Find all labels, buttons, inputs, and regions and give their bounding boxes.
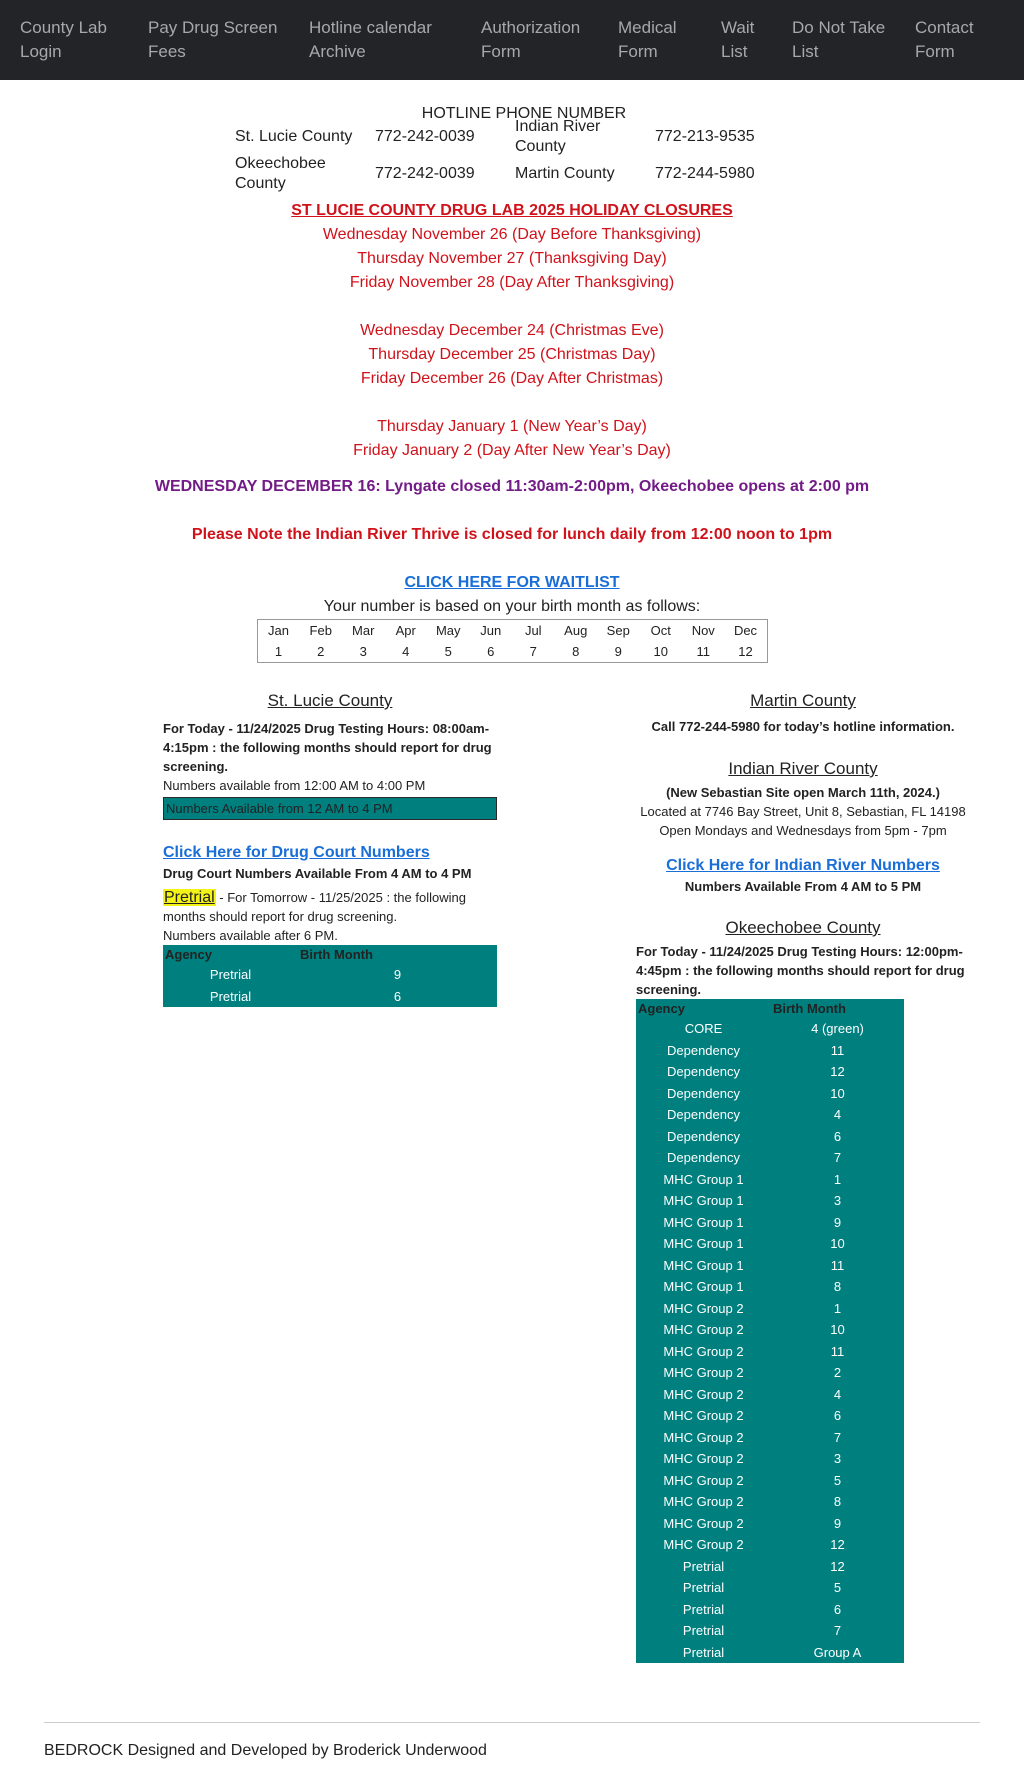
agency-cell: MHC Group 2: [663, 1451, 744, 1466]
birth-month-cell: 3: [833, 1193, 842, 1208]
closures-group: [0, 319, 1024, 391]
agency-cell: MHC Group 1: [663, 1257, 744, 1273]
st-lucie-after: Numbers available after 6 PM.: [163, 928, 338, 943]
month-number-cell: 8: [572, 644, 580, 659]
birth-month-cell: 1: [833, 1300, 842, 1316]
table-row: [636, 1147, 904, 1169]
table-row: [636, 1448, 904, 1470]
month-cell: Jun: [480, 623, 502, 638]
birth-month-cell: 10: [830, 1085, 845, 1101]
indian-river-lunch-notice: Please Note the Indian River Thrive is closed for lunch daily from 12:00 noon to 1pm: [191, 526, 833, 543]
closure-date: Wednesday November 26 (Day Before Thanksgiving): [322, 226, 702, 243]
month-cell: Mar: [352, 623, 375, 638]
birth-month-cell: 6: [833, 1128, 842, 1144]
pretrial-label: Pretrial: [164, 889, 215, 906]
table-header: Agency: [638, 1001, 685, 1016]
county-columns: [163, 689, 1023, 1663]
agency-cell: Dependency: [667, 1085, 740, 1101]
table-row: [636, 1384, 904, 1406]
table-row: [636, 1470, 904, 1492]
agency-cell: Pretrial: [209, 967, 252, 982]
drug-court-link[interactable]: Click Here for Drug Court Numbers: [163, 844, 430, 861]
indian-river-available: Numbers Available From 4 AM to 5 PM: [684, 879, 922, 894]
month-number-cell: 4: [402, 644, 410, 659]
table-row: [636, 1255, 904, 1277]
table-row: [636, 1212, 904, 1234]
birth-month-cell: 4: [833, 1386, 842, 1402]
agency-cell: MHC Group 1: [663, 1236, 744, 1251]
drug-court-note: Drug Court Numbers Available From 4 AM to 4 PM: [163, 866, 472, 881]
indian-river-link[interactable]: Click Here for Indian River Numbers: [666, 857, 940, 874]
nav-link-label: Form: [618, 42, 658, 61]
closure-date: Friday November 28 (Day After Thanksgiving): [349, 274, 675, 291]
agency-cell: MHC Group 2: [663, 1386, 744, 1402]
table-header-row: [163, 945, 497, 964]
table-row: [636, 1276, 904, 1298]
nav-link-label: Pay Drug Screen: [148, 18, 278, 37]
closures-title: ST LUCIE COUNTY DRUG LAB 2025 HOLIDAY CLOSURES: [291, 202, 733, 219]
numbers-row: [257, 641, 767, 663]
month-number-cell: 10: [653, 644, 668, 659]
agency-cell: Pretrial: [682, 1623, 725, 1638]
top-navbar: [0, 0, 1024, 80]
agency-cell: MHC Group 1: [663, 1279, 744, 1294]
agency-cell: MHC Group 2: [663, 1429, 744, 1445]
martin-note: Call 772-244-5980 for today’s hotline information.: [651, 719, 955, 734]
birth-month-cell: 6: [833, 1601, 842, 1617]
month-cell: Jan: [268, 623, 289, 638]
agency-cell: Pretrial: [682, 1558, 725, 1574]
table-row: [636, 1620, 904, 1642]
birth-month-cell: 4 (green): [811, 1021, 864, 1036]
hotline-county-line: Okeechobee: [235, 155, 326, 172]
agency-cell: Dependency: [667, 1128, 740, 1144]
birth-month-cell: 7: [833, 1429, 842, 1445]
closure-date: Friday December 26 (Day After Christmas): [360, 370, 664, 387]
month-cell: Nov: [691, 623, 715, 638]
agency-cell: Pretrial: [682, 1580, 725, 1595]
birth-month-cell: 10: [830, 1322, 845, 1337]
nav-link-label: Archive: [309, 42, 366, 61]
closure-date: Friday January 2 (Day After New Year’s Day): [353, 442, 671, 459]
hotline-row: [235, 118, 787, 155]
month-number-cell: 3: [359, 644, 367, 659]
nav-link-label: List: [792, 42, 819, 61]
month-number-cell: 2: [317, 644, 325, 659]
agency-cell: CORE: [684, 1021, 723, 1036]
table-row: [636, 1190, 904, 1212]
table-row: [636, 1169, 904, 1191]
birth-month-cell: 11: [830, 1042, 845, 1058]
month-number-cell: 7: [529, 644, 537, 659]
holiday-closures: [0, 199, 1024, 663]
table-row: [636, 1642, 904, 1664]
month-cell: Dec: [733, 623, 758, 638]
month-cell: Aug: [564, 623, 588, 638]
st-lucie-tomorrow: [163, 888, 497, 926]
agency-cell: MHC Group 1: [663, 1193, 744, 1208]
hotline-row: [235, 150, 787, 198]
birth-month-cell: 9: [833, 1515, 842, 1531]
hotline-section: [235, 104, 787, 198]
agency-cell: MHC Group 2: [663, 1408, 744, 1423]
nav-link-label: Hotline calendar: [309, 18, 432, 37]
nav-link-label: Fees: [148, 42, 186, 61]
indian-river-hours: Open Mondays and Wednesdays from 5pm - 7pm: [659, 823, 947, 838]
nav-link-1[interactable]: [20, 16, 148, 64]
month-cell: Feb: [309, 623, 332, 638]
birth-month-cell: 6: [393, 988, 402, 1004]
agency-cell: MHC Group 2: [663, 1494, 744, 1509]
nav-link-label: Form: [915, 42, 955, 61]
nav-link-label: Form: [481, 42, 521, 61]
agency-cell: Dependency: [667, 1107, 740, 1122]
hotline-phone: 772-242-0039: [375, 165, 475, 182]
agency-cell: Dependency: [667, 1042, 740, 1058]
table-header: Birth Month: [773, 1001, 846, 1016]
okeechobee-title: Okeechobee County: [725, 918, 881, 937]
birth-month-cell: 8: [833, 1494, 842, 1509]
birth-month-cell: 12: [830, 1064, 845, 1079]
month-number-cell: 11: [696, 644, 710, 659]
tomorrow-text: - For Tomorrow - 11/25/2025 : the following months should report for drug screening.: [163, 890, 466, 924]
birth-month-cell: 3: [833, 1451, 842, 1466]
agency-cell: MHC Group 2: [663, 1365, 744, 1380]
footer: BEDROCK Designed and Developed by Broderick Underwood: [44, 1722, 980, 1761]
closure-date: Thursday November 27 (Thanksgiving Day): [357, 250, 667, 267]
closure-date: Wednesday December 24 (Christmas Eve): [360, 322, 664, 339]
st-lucie-table: [163, 945, 497, 1007]
agency-cell: MHC Group 2: [663, 1343, 744, 1359]
birth-month-table: [257, 619, 768, 663]
hotline-county: Indian River County: [515, 118, 601, 155]
st-lucie-numbers-bar: Numbers Available from 12 AM to 4 PM: [163, 797, 497, 820]
hotline-county: [235, 154, 375, 194]
birth-month-cell: Group A: [813, 1644, 862, 1660]
birth-month-cell: 7: [833, 1150, 842, 1165]
nav-link-label: Login: [20, 42, 62, 61]
nav-link-label: Medical: [618, 18, 677, 37]
agency-cell: MHC Group 1: [663, 1171, 744, 1187]
table-row: [636, 1577, 904, 1599]
table-row: [636, 1319, 904, 1341]
table-row: [636, 1298, 904, 1320]
table-header: Agency: [165, 947, 212, 962]
hotline-phone: 772-213-9535: [655, 128, 755, 145]
table-row: [636, 1362, 904, 1384]
waitlist-link[interactable]: CLICK HERE FOR WAITLIST: [404, 574, 620, 591]
month-cell: Jul: [524, 623, 542, 638]
agency-cell: Dependency: [667, 1150, 740, 1165]
agency-cell: MHC Group 2: [663, 1472, 744, 1488]
nav-link-2[interactable]: [148, 16, 309, 64]
table-row: [163, 964, 497, 986]
nav-link-label: List: [721, 42, 748, 61]
birth-month-cell: 5: [833, 1580, 842, 1595]
nav-link-label: Do Not Take: [792, 18, 886, 37]
birth-month-cell: 8: [833, 1279, 842, 1294]
birth-month-cell: 12: [830, 1537, 845, 1552]
month-number-cell: 1: [274, 644, 283, 659]
table-row: [636, 1018, 904, 1040]
agency-cell: MHC Group 2: [663, 1537, 744, 1552]
agency-cell: Pretrial: [682, 1644, 725, 1660]
okeechobee-today: For Today - 11/24/2025 Drug Testing Hours: 12:00pm-4:45pm : the following months should report for drug screening.: [636, 944, 965, 997]
month-number-cell: 5: [444, 644, 452, 659]
birth-month-cell: 11: [830, 1257, 845, 1273]
nav-link-7[interactable]: [792, 16, 915, 64]
month-cell: May: [435, 623, 461, 638]
nav-link-6[interactable]: [721, 16, 792, 64]
nav-link-label: Authorization: [481, 18, 581, 37]
nav-link-label: Contact: [915, 18, 974, 37]
hotline-title: HOTLINE PHONE NUMBER: [421, 105, 627, 122]
table-header-row: [636, 999, 904, 1018]
right-column: [636, 689, 970, 1663]
table-row: [636, 1599, 904, 1621]
table-row: [636, 1534, 904, 1556]
nav-link-8[interactable]: [915, 16, 995, 64]
st-lucie-available: Numbers available from 12:00 AM to 4:00 PM: [163, 778, 426, 793]
nav-link-label: Wait: [721, 18, 755, 37]
table-row: [636, 1556, 904, 1578]
table-row: [636, 1233, 904, 1255]
birth-month-cell: 10: [830, 1236, 845, 1251]
table-row: [163, 986, 497, 1008]
birth-month-cell: 7: [833, 1623, 842, 1638]
lyngate-notice: WEDNESDAY DECEMBER 16: Lyngate closed 11:30am-2:00pm, Okeechobee opens at 2:00 pm: [154, 478, 870, 495]
okeechobee-table: [636, 999, 904, 1663]
month-number-cell: 12: [738, 644, 753, 659]
month-number-cell: 9: [614, 644, 622, 659]
birth-month-cell: 1: [833, 1171, 842, 1187]
months-row: [257, 620, 767, 642]
table-row: [636, 1083, 904, 1105]
nav-link-label: County Lab: [20, 18, 107, 37]
indian-river-note: (New Sebastian Site open March 11th, 2024.): [666, 785, 940, 800]
nav-link-4[interactable]: [481, 16, 618, 64]
table-row: [636, 1405, 904, 1427]
hotline-county-line: County: [235, 175, 286, 192]
table-header: Birth Month: [300, 947, 373, 962]
closure-date: Thursday January 1 (New Year’s Day): [377, 418, 647, 435]
birth-month-cell: 6: [833, 1408, 842, 1423]
month-number-cell: 6: [487, 644, 495, 659]
agency-cell: MHC Group 2: [663, 1515, 744, 1531]
agency-cell: Dependency: [667, 1064, 740, 1079]
hotline-phone: 772-244-5980: [655, 165, 755, 182]
agency-cell: MHC Group 1: [663, 1214, 744, 1230]
st-lucie-title: St. Lucie County: [267, 691, 393, 710]
nav-link-3[interactable]: [309, 16, 481, 64]
agency-cell: Pretrial: [682, 1601, 725, 1617]
birth-month-cell: 4: [833, 1107, 842, 1122]
st-lucie-today: For Today - 11/24/2025 Drug Testing Hours: 08:00am-4:15pm : the following months should report for drug screening.: [163, 721, 492, 774]
month-cell: Apr: [395, 623, 416, 638]
birth-month-cell: 5: [833, 1472, 842, 1488]
table-row: [636, 1040, 904, 1062]
month-cell: Sep: [606, 623, 630, 638]
birth-month-cell: 11: [830, 1343, 845, 1359]
table-row: [636, 1427, 904, 1449]
closure-date: Thursday December 25 (Christmas Day): [368, 346, 656, 363]
birth-month-cell: 9: [393, 967, 402, 982]
agency-cell: Pretrial: [209, 988, 252, 1004]
month-cell: Oct: [650, 623, 671, 638]
table-row: [636, 1513, 904, 1535]
indian-river-address: Located at 7746 Bay Street, Unit 8, Sebastian, FL 14198: [640, 804, 966, 819]
table-row: [636, 1126, 904, 1148]
closures-group: [0, 223, 1024, 295]
birth-month-cell: 2: [833, 1365, 842, 1380]
table-row: [636, 1491, 904, 1513]
closures-group: [0, 415, 1024, 463]
table-row: [636, 1104, 904, 1126]
st-lucie-column: [163, 689, 497, 1663]
hotline-phone: 772-242-0039: [375, 128, 475, 145]
hotline-county: Martin County: [515, 165, 615, 182]
agency-cell: MHC Group 2: [663, 1322, 744, 1337]
birth-month-cell: 9: [833, 1214, 842, 1230]
hotline-county: St. Lucie County: [235, 128, 353, 145]
birth-month-note: Your number is based on your birth month as follows:: [323, 598, 701, 615]
indian-river-title: Indian River County: [728, 759, 878, 778]
table-row: [636, 1341, 904, 1363]
agency-cell: MHC Group 2: [663, 1300, 744, 1316]
table-row: [636, 1061, 904, 1083]
birth-month-cell: 12: [830, 1558, 845, 1574]
martin-title: Martin County: [750, 691, 856, 710]
nav-link-5[interactable]: [618, 16, 721, 64]
